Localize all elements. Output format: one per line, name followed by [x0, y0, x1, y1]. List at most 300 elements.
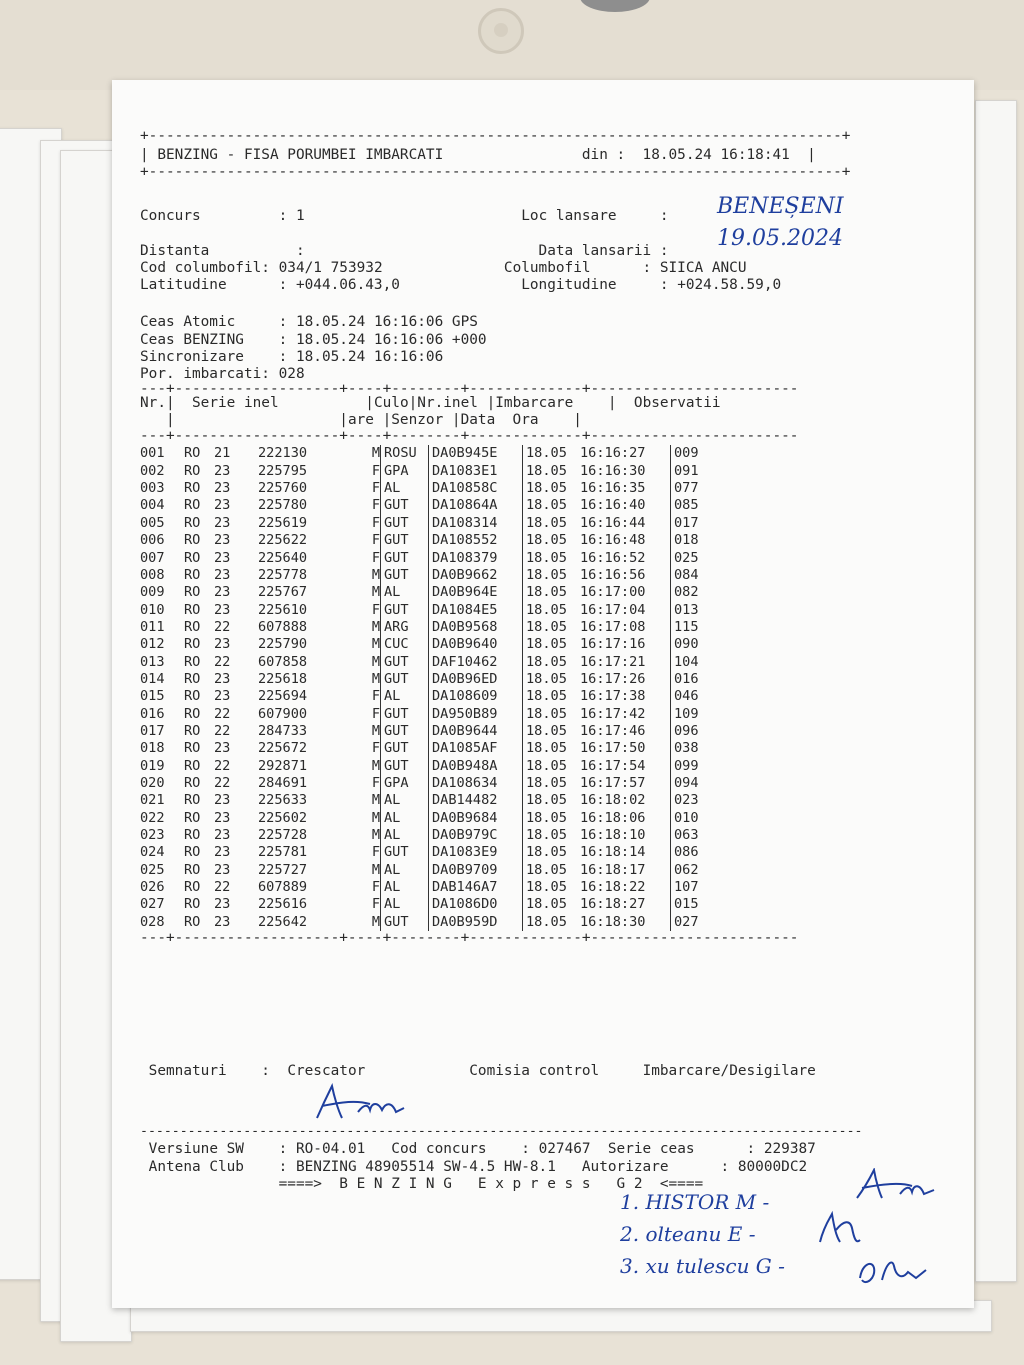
- imbarcare-label: Imbarcare/Desigilare: [642, 1063, 816, 1080]
- row-date: 18.05: [522, 602, 580, 619]
- row-sensor: DA108552: [428, 532, 522, 549]
- row-date: 18.05: [522, 671, 580, 688]
- signature-top-right: [852, 1168, 942, 1208]
- row-color: GUT: [380, 515, 428, 532]
- row-obs: 063: [670, 827, 730, 844]
- columbofil-label: Columbofil: [503, 259, 591, 276]
- row-nr: 013: [140, 653, 165, 670]
- semnaturi-label: Semnaturi: [148, 1063, 227, 1080]
- row-obs: 096: [670, 723, 730, 740]
- row-country: RO: [184, 653, 201, 670]
- row-obs: 046: [670, 688, 730, 705]
- row-sex: M: [371, 827, 380, 843]
- row-ring: 225619: [258, 514, 308, 531]
- row-sensor: DA1083E1: [428, 463, 522, 480]
- row-ring: 225618: [258, 670, 308, 687]
- row-sensor: DAF10462: [428, 654, 522, 671]
- row-sex: M: [371, 861, 380, 878]
- row-country: RO: [184, 757, 201, 774]
- serie-ceas-value: 229387: [763, 1141, 816, 1158]
- document-body: [140, 128, 960, 1193]
- row-nr: 023: [140, 827, 165, 843]
- row-time: 16:16:44: [580, 514, 646, 531]
- row-color: GPA: [380, 775, 428, 792]
- sync-label: Sincronizare: [140, 348, 244, 365]
- row-ring: 225622: [258, 532, 308, 549]
- row-sex: M: [371, 636, 380, 653]
- row-date: 18.05: [522, 740, 580, 757]
- row-obs: 099: [670, 758, 730, 775]
- row-sex: F: [371, 688, 380, 705]
- row-sex: F: [371, 462, 380, 479]
- table-row: [140, 619, 960, 636]
- row-obs: 084: [670, 567, 730, 584]
- row-color: AL: [380, 896, 428, 913]
- row-sex: F: [371, 705, 380, 722]
- row-semnaturi: Semnaturi : Crescator Comisia control Imbarcare/Desigilare: [148, 1063, 816, 1080]
- row-color: GUT: [380, 550, 428, 567]
- row-nr: 018: [140, 740, 165, 757]
- row-obs: 009: [670, 445, 730, 462]
- row-nr: 022: [140, 809, 165, 826]
- row-nr: 012: [140, 636, 165, 653]
- row-time: 16:16:48: [580, 532, 646, 549]
- row-country: RO: [184, 844, 201, 861]
- benzing-label: Ceas BENZING: [140, 331, 244, 348]
- row-date: 18.05: [522, 497, 580, 514]
- row-country: RO: [184, 445, 201, 462]
- row-obs: 085: [670, 497, 730, 514]
- table-row: [140, 602, 960, 619]
- lat-label: Latitudine: [140, 277, 227, 294]
- row-time: 16:17:04: [580, 601, 646, 618]
- row-ring: 225640: [258, 549, 308, 566]
- row-year: 23: [214, 827, 231, 843]
- col-imbarcare-header: Imbarcare: [495, 395, 574, 412]
- row-time: 16:16:52: [580, 549, 646, 566]
- antena-label: Antena Club: [148, 1158, 244, 1175]
- row-sex: F: [371, 774, 380, 791]
- row-country: RO: [184, 497, 201, 514]
- row-sex: F: [371, 549, 380, 566]
- row-year: 22: [214, 722, 231, 739]
- row-sex: F: [371, 740, 380, 757]
- row-color: GUT: [380, 844, 428, 861]
- row-sensor: DA0B96ED: [428, 671, 522, 688]
- row-time: 16:16:56: [580, 566, 646, 583]
- table-row: [140, 896, 960, 913]
- row-ring: 225728: [258, 827, 308, 843]
- row-ring: 607900: [258, 705, 308, 722]
- row-nr: 009: [140, 584, 165, 601]
- table-row: [140, 792, 960, 809]
- table-row: [140, 532, 960, 549]
- row-ring: 284691: [258, 774, 308, 791]
- table-row: [140, 775, 960, 792]
- table-header-1: Nr.| Serie inel |Culo|Nr.inel |Imbarcare | Observatii: [140, 395, 721, 412]
- row-sensor: DAB14482: [428, 792, 522, 809]
- row-brand: [140, 1176, 960, 1193]
- row-nr: 017: [140, 722, 165, 739]
- row-versiune: Versiune SW : RO-04.01 Cod concurs : 027467 Serie ceas : 229387: [148, 1141, 816, 1158]
- stacked-sheet: [975, 100, 1017, 1282]
- handwritten-line-1: 1. HISTOR M -: [620, 1190, 770, 1214]
- row-sex: M: [371, 566, 380, 583]
- row-ring: 225781: [258, 844, 308, 861]
- row-date: 18.05: [522, 445, 580, 462]
- row-sensor: DA108634: [428, 775, 522, 792]
- row-lat: Latitudine : +044.06.43,0 Longitudine : +024.58.59,0: [140, 277, 782, 294]
- row-sensor: DAB146A7: [428, 879, 522, 896]
- row-sensor: DA108379: [428, 550, 522, 567]
- por-value: 028: [278, 365, 305, 382]
- row-sex: M: [371, 618, 380, 635]
- crescator-signature: [312, 1082, 422, 1126]
- brand-line: ====> B E N Z I N G E x p r e s s G 2 <====: [278, 1175, 704, 1192]
- atomic-value: 18.05.24 16:16:06 GPS: [295, 314, 478, 331]
- data-lansarii-label: Data lansarii: [538, 242, 652, 259]
- handwritten-line-2: 2. olteanu E -: [620, 1222, 756, 1246]
- row-sensor: DA108314: [428, 515, 522, 532]
- row-country: RO: [184, 601, 201, 618]
- row-nr: 020: [140, 774, 165, 791]
- row-sensor: DA0B9709: [428, 862, 522, 879]
- row-time: 16:16:40: [580, 497, 646, 514]
- row-date: 18.05: [522, 550, 580, 567]
- row-date: 18.05: [522, 896, 580, 913]
- rule-table-mid: ---+-------------------+----+--------+-------------+------------------------: [140, 428, 799, 445]
- row-date: 18.05: [522, 619, 580, 636]
- row-date: 18.05: [522, 914, 580, 931]
- concurs-label: Concurs: [140, 207, 201, 224]
- row-year: 23: [214, 566, 231, 583]
- row-year: 22: [214, 618, 231, 635]
- row-sensor: DA0B945E: [428, 445, 522, 462]
- row-ring: 292871: [258, 757, 308, 774]
- row-obs: 062: [670, 862, 730, 879]
- row-color: GUT: [380, 914, 428, 931]
- columbofil-value: SIICA ANCU: [659, 259, 747, 276]
- comisia-label: Comisia control: [469, 1063, 600, 1080]
- table-row: [140, 844, 960, 861]
- table-row: [140, 654, 960, 671]
- row-time: 16:17:46: [580, 722, 646, 739]
- row-color: AL: [380, 810, 428, 827]
- row-color: ROSU: [380, 445, 428, 462]
- row-nr: 019: [140, 757, 165, 774]
- row-time: 16:17:08: [580, 618, 646, 635]
- row-time: 16:18:02: [580, 792, 646, 809]
- row-date: 18.05: [522, 654, 580, 671]
- row-country: RO: [184, 896, 201, 913]
- row-ring: 284733: [258, 722, 308, 739]
- row-country: RO: [184, 566, 201, 583]
- col-dataora-header: Data Ora: [460, 412, 539, 429]
- row-time: 16:17:21: [580, 653, 646, 670]
- row-sensor: DA108609: [428, 688, 522, 705]
- table-row: [140, 463, 960, 480]
- row-color: AL: [380, 688, 428, 705]
- cod-value: 034/1 753932: [278, 259, 383, 276]
- col-serie-header: Serie inel: [192, 395, 279, 412]
- atomic-label: Ceas Atomic: [140, 314, 236, 331]
- row-obs: 017: [670, 515, 730, 532]
- row-country: RO: [184, 480, 201, 497]
- row-time: 16:18:22: [580, 879, 646, 896]
- row-country: RO: [184, 809, 201, 826]
- por-label: Por. imbarcati:: [140, 365, 270, 382]
- row-nr: 025: [140, 861, 165, 878]
- row-nr: 027: [140, 896, 165, 913]
- sync-value: 18.05.24 16:16:06: [295, 348, 444, 365]
- row-country: RO: [184, 532, 201, 549]
- row-date: 18.05: [522, 879, 580, 896]
- col-are-header: are: [347, 412, 374, 429]
- row-sensor: DA1086D0: [428, 896, 522, 913]
- row-ring: 225642: [258, 913, 308, 930]
- row-nr: 011: [140, 618, 165, 635]
- row-time: 16:16:35: [580, 480, 646, 497]
- antena-value: BENZING 48905514 SW-4.5 HW-8.1: [295, 1158, 556, 1175]
- row-date: 18.05: [522, 584, 580, 601]
- row-time: 16:17:16: [580, 636, 646, 653]
- doc-title: BENZING - FISA PORUMBEI IMBARCATI: [157, 147, 444, 164]
- row-sensor: DA0B9644: [428, 723, 522, 740]
- row-country: RO: [184, 618, 201, 635]
- row-color: GUT: [380, 758, 428, 775]
- benzing-value: 18.05.24 16:16:06 +000: [295, 331, 487, 348]
- pin-hole: [478, 8, 524, 54]
- row-country: RO: [184, 861, 201, 878]
- cod-label: Cod columbofil:: [140, 259, 270, 276]
- distanta-label: Distanta: [140, 242, 210, 259]
- rule-table-top: ---+-------------------+----+--------+-------------+------------------------: [140, 381, 799, 398]
- handwritten-line-3: 3. xu tulescu G -: [620, 1254, 785, 1278]
- col-obs-header: Observatii: [633, 395, 721, 412]
- loc-label: Loc lansare: [521, 207, 617, 224]
- row-obs: 038: [670, 740, 730, 757]
- row-ring: 225795: [258, 462, 308, 479]
- row-nr: 026: [140, 879, 165, 896]
- row-sensor: DA1085AF: [428, 740, 522, 757]
- row-color: GUT: [380, 671, 428, 688]
- row-country: RO: [184, 792, 201, 809]
- handwritten-data: 19.05.2024: [717, 226, 843, 251]
- row-sensor: DA0B9640: [428, 636, 522, 653]
- row-color: GUT: [380, 602, 428, 619]
- table-row: [140, 671, 960, 688]
- row-obs: 013: [670, 602, 730, 619]
- signature-line-2: [814, 1210, 864, 1250]
- row-nr: 010: [140, 601, 165, 618]
- row-date: 18.05: [522, 775, 580, 792]
- row-obs: 015: [670, 896, 730, 913]
- row-concurs: Concurs : 1 Loc lansare :: [140, 207, 669, 224]
- row-sex: M: [371, 722, 380, 739]
- row-ring: 225633: [258, 792, 308, 809]
- row-nr: 028: [140, 913, 165, 930]
- table-row: [140, 827, 960, 844]
- row-sex: F: [371, 844, 380, 861]
- row-obs: 077: [670, 480, 730, 497]
- row-country: RO: [184, 879, 201, 896]
- row-ring: 225778: [258, 566, 308, 583]
- row-color: AL: [380, 879, 428, 896]
- row-sensor: DA0B959D: [428, 914, 522, 931]
- row-country: RO: [184, 462, 201, 479]
- versiune-value: RO-04.01: [295, 1141, 366, 1158]
- row-obs: 115: [670, 619, 730, 636]
- row-cod: Cod columbofil: 034/1 753932 Columbofil : SIICA ANCU: [140, 259, 747, 276]
- row-sex: F: [371, 532, 380, 549]
- row-ring: 225616: [258, 896, 308, 913]
- row-sensor: DA950B89: [428, 706, 522, 723]
- row-time: 16:18:14: [580, 844, 646, 861]
- row-year: 23: [214, 896, 231, 913]
- row-sex: M: [371, 913, 380, 930]
- row-time: 16:18:27: [580, 896, 646, 913]
- table-row: [140, 497, 960, 514]
- row-obs: 027: [670, 914, 730, 931]
- row-nr: 021: [140, 792, 165, 809]
- long-value: +024.58.59,0: [677, 277, 782, 294]
- row-color: AL: [380, 862, 428, 879]
- row-time: 16:18:06: [580, 809, 646, 826]
- row-obs: 091: [670, 463, 730, 480]
- row-ring: 225672: [258, 740, 308, 757]
- row-nr: 014: [140, 670, 165, 687]
- row-year: 23: [214, 480, 231, 497]
- row-sex: M: [371, 757, 380, 774]
- row-time: 16:17:50: [580, 740, 646, 757]
- row-obs: 090: [670, 636, 730, 653]
- row-nr: 016: [140, 705, 165, 722]
- row-date: 18.05: [522, 844, 580, 861]
- row-obs: 023: [670, 792, 730, 809]
- row-year: 22: [214, 705, 231, 722]
- table-row: [140, 550, 960, 567]
- row-year: 23: [214, 549, 231, 566]
- row-year: 23: [214, 462, 231, 479]
- cod-concurs-value: 027467: [538, 1141, 591, 1158]
- row-sex: F: [371, 879, 380, 896]
- row-year: 23: [214, 861, 231, 878]
- date-value: 18.05.24 16:18:41: [642, 147, 790, 164]
- row-date: 18.05: [522, 567, 580, 584]
- row-distanta: Distanta : Data lansarii :: [140, 242, 669, 259]
- row-obs: 107: [670, 879, 730, 896]
- row-sex: F: [371, 480, 380, 497]
- row-country: RO: [184, 827, 201, 843]
- row-time: 16:17:42: [580, 705, 646, 722]
- row-date: 18.05: [522, 636, 580, 653]
- row-nr: 007: [140, 549, 165, 566]
- row-nr: 004: [140, 497, 165, 514]
- row-date: 18.05: [522, 827, 580, 844]
- row-date: 18.05: [522, 706, 580, 723]
- row-ring: 225694: [258, 688, 308, 705]
- row-color: GUT: [380, 706, 428, 723]
- row-year: 23: [214, 514, 231, 531]
- row-ring: 607858: [258, 653, 308, 670]
- row-ring: 225727: [258, 861, 308, 878]
- autorizare-value: 80000DC2: [737, 1158, 808, 1175]
- date-label: din: [581, 147, 608, 164]
- row-year: 23: [214, 497, 231, 514]
- handwritten-loc: BENEȘENI: [717, 194, 844, 219]
- row-obs: 094: [670, 775, 730, 792]
- row-ring: 607888: [258, 618, 308, 635]
- row-date: 18.05: [522, 758, 580, 775]
- table-row: [140, 914, 960, 931]
- table-row: [140, 810, 960, 827]
- row-sex: F: [371, 601, 380, 618]
- row-obs: 082: [670, 584, 730, 601]
- autorizare-label: Autorizare: [581, 1158, 669, 1175]
- row-nr: 008: [140, 566, 165, 583]
- row-sex: M: [371, 584, 380, 601]
- row-date: 18.05: [522, 532, 580, 549]
- row-ring: 225610: [258, 601, 308, 618]
- row-country: RO: [184, 636, 201, 653]
- row-obs: 025: [670, 550, 730, 567]
- row-nr: 006: [140, 532, 165, 549]
- table-row: [140, 636, 960, 653]
- table-header-2: | |are |Senzor |Data Ora |: [140, 412, 582, 429]
- row-obs: 018: [670, 532, 730, 549]
- row-atomic: Ceas Atomic : 18.05.24 16:16:06 GPS: [140, 314, 478, 331]
- row-color: GUT: [380, 740, 428, 757]
- row-year: 23: [214, 792, 231, 809]
- row-time: 16:16:30: [580, 462, 646, 479]
- row-color: AL: [380, 827, 428, 844]
- row-sensor: DA0B9684: [428, 810, 522, 827]
- row-sensor: DA0B948A: [428, 758, 522, 775]
- row-time: 16:17:26: [580, 670, 646, 687]
- row-nr: 003: [140, 480, 165, 497]
- row-antena: Antena Club : BENZING 48905514 SW-4.5 HW-8.1 Autorizare : 80000DC2: [148, 1158, 808, 1175]
- row-year: 23: [214, 913, 231, 930]
- row-date: 18.05: [522, 810, 580, 827]
- table-row: [140, 706, 960, 723]
- row-obs: 010: [670, 810, 730, 827]
- row-time: 16:18:10: [580, 827, 646, 843]
- table-row: [140, 740, 960, 757]
- row-country: RO: [184, 549, 201, 566]
- row-time: 16:18:30: [580, 913, 646, 930]
- row-date: 18.05: [522, 515, 580, 532]
- rule-footer: -------------------------------------------------------------------------------------------: [140, 1124, 863, 1140]
- row-sensor: DA0B9568: [428, 619, 522, 636]
- row-year: 23: [214, 809, 231, 826]
- row-color: ARG: [380, 619, 428, 636]
- pigeon-table: [140, 445, 960, 931]
- row-date: 18.05: [522, 463, 580, 480]
- row-sensor: DA1084E5: [428, 602, 522, 619]
- table-row: [140, 480, 960, 497]
- row-nr: 024: [140, 844, 165, 861]
- row-time: 16:18:17: [580, 861, 646, 878]
- cod-concurs-label: Cod concurs: [391, 1141, 487, 1158]
- row-nr: 005: [140, 514, 165, 531]
- row-date: 18.05: [522, 688, 580, 705]
- row-year: 23: [214, 844, 231, 861]
- row-sensor: DA1083E9: [428, 844, 522, 861]
- row-year: 22: [214, 879, 231, 896]
- table-row: [140, 862, 960, 879]
- row-sex: M: [371, 792, 380, 809]
- row-year: 23: [214, 584, 231, 601]
